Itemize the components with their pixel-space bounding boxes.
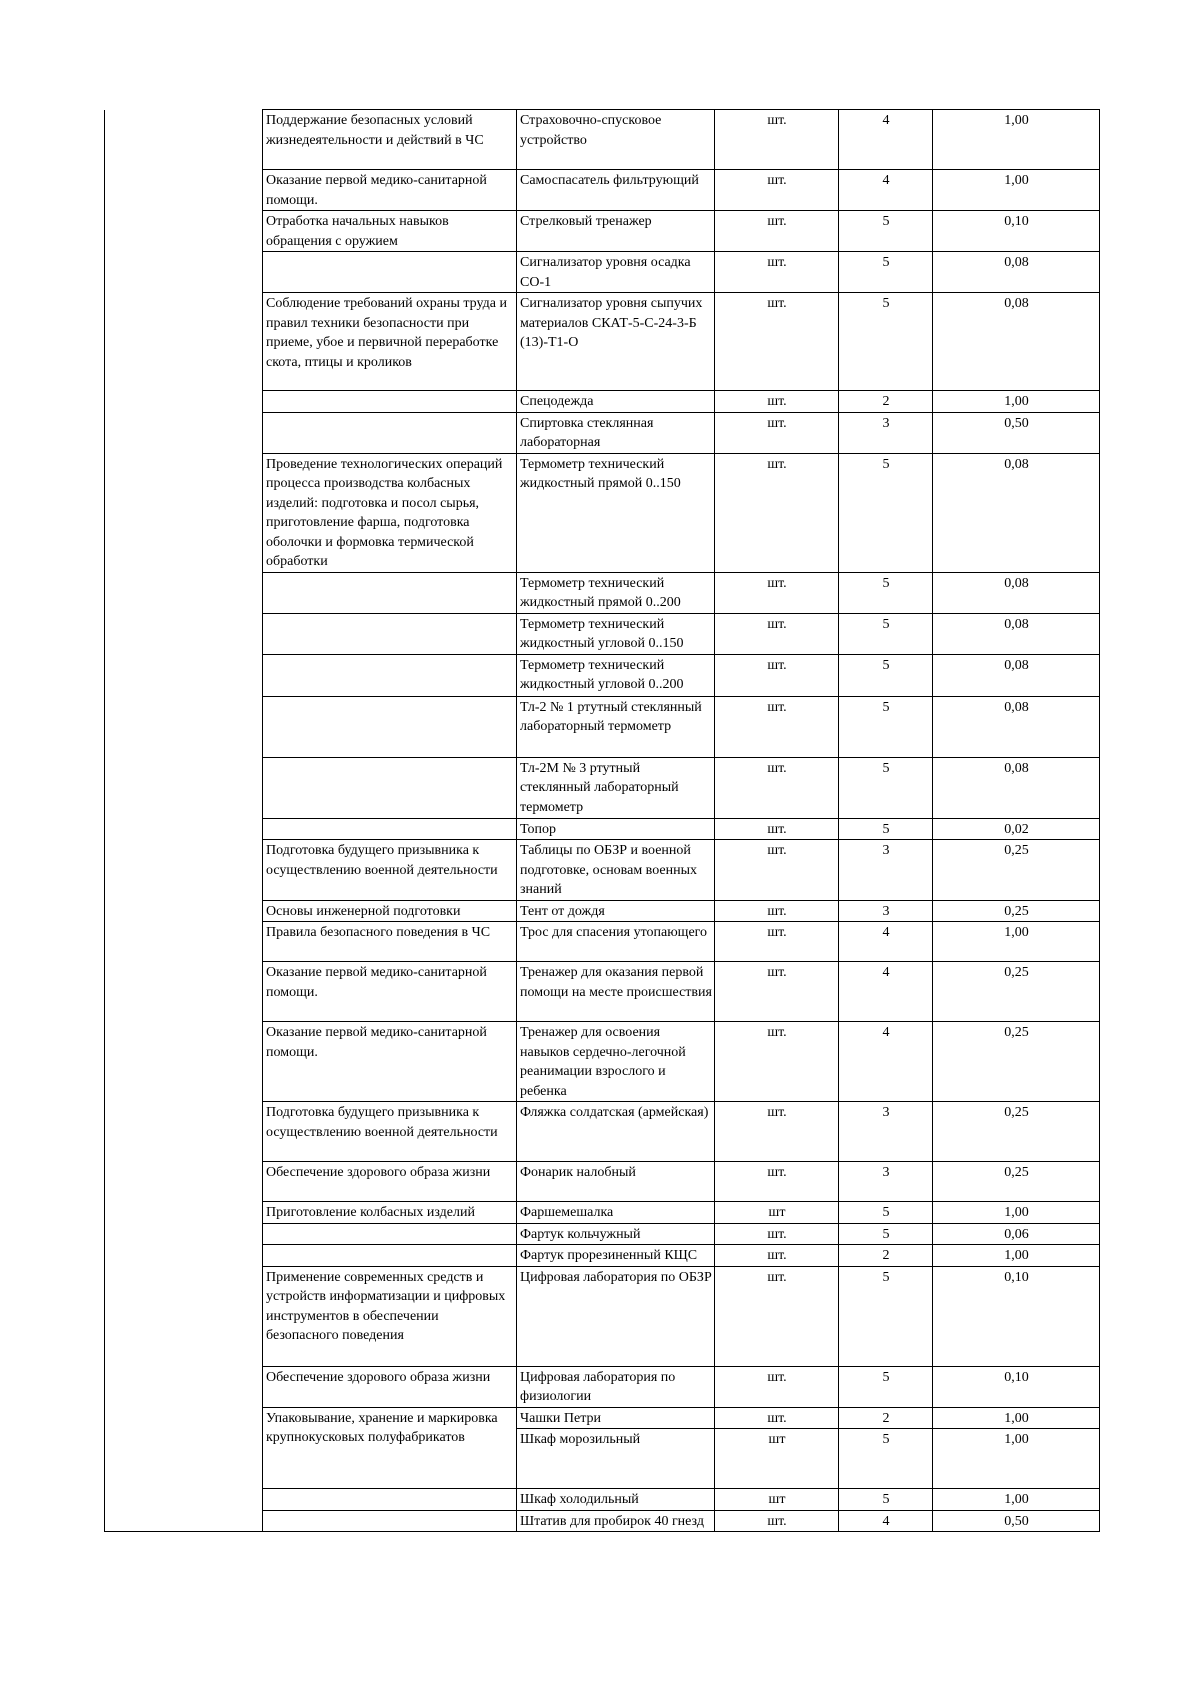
coefficient-cell: 1,00 — [933, 110, 1100, 170]
topic-cell: Подготовка будущего призывника к осуществлению военной деятельности — [263, 1102, 517, 1162]
quantity-cell: 4 — [839, 110, 933, 170]
quantity-cell: 5 — [839, 293, 933, 391]
topic-cell — [263, 654, 517, 696]
topic-cell: Подготовка будущего призывника к осуществлению военной деятельности — [263, 840, 517, 901]
topic-cell — [263, 252, 517, 293]
item-cell: Фаршемешалка — [517, 1202, 715, 1224]
item-cell: Тл-2М № 3 ртутный стеклянный лабораторный термометр — [517, 757, 715, 818]
topic-cell — [263, 572, 517, 613]
topic-cell: Правила безопасного поведения в ЧС — [263, 922, 517, 962]
coefficient-cell: 0,08 — [933, 613, 1100, 654]
unit-cell: шт. — [715, 1162, 839, 1202]
quantity-cell: 5 — [839, 572, 933, 613]
unit-cell: шт. — [715, 696, 839, 757]
topic-cell — [263, 818, 517, 840]
item-cell: Фляжка солдатская (армейская) — [517, 1102, 715, 1162]
quantity-cell: 2 — [839, 1407, 933, 1429]
topic-cell — [263, 1223, 517, 1245]
quantity-cell: 2 — [839, 1245, 933, 1267]
unit-cell: шт. — [715, 818, 839, 840]
coefficient-cell: 0,25 — [933, 840, 1100, 901]
coefficient-cell: 0,50 — [933, 1510, 1100, 1532]
coefficient-cell: 0,08 — [933, 757, 1100, 818]
quantity-cell: 3 — [839, 1162, 933, 1202]
quantity-cell: 3 — [839, 840, 933, 901]
unit-cell: шт. — [715, 211, 839, 252]
topic-cell: Применение современных средств и устройств информатизации и цифровых инструментов в обеспечении безопасного поведения — [263, 1266, 517, 1366]
unit-cell: шт. — [715, 1266, 839, 1366]
topic-cell — [263, 1245, 517, 1267]
quantity-cell: 4 — [839, 922, 933, 962]
quantity-cell: 4 — [839, 1022, 933, 1102]
unit-cell: шт — [715, 1202, 839, 1224]
item-cell: Термометр технический жидкостный прямой 0..200 — [517, 572, 715, 613]
topic-cell: Оказание первой медико-санитарной помощи. — [263, 962, 517, 1022]
item-cell: Фартук прорезиненный КЩС — [517, 1245, 715, 1267]
topic-cell: Оказание первой медико-санитарной помощи. — [263, 1022, 517, 1102]
item-cell: Сигнализатор уровня сыпучих материалов СКАТ-5-С-24-3-Б (13)-Т1-О — [517, 293, 715, 391]
item-cell: Фонарик налобный — [517, 1162, 715, 1202]
quantity-cell: 5 — [839, 252, 933, 293]
item-cell: Стрелковый тренажер — [517, 211, 715, 252]
topic-cell: Проведение технологических операций процесса производства колбасных изделий: подготовка и посол сырья, приготовление фарша, подготовка оболочки и формовка термической обработки — [263, 453, 517, 572]
coefficient-cell: 1,00 — [933, 1489, 1100, 1511]
unit-cell: шт. — [715, 1022, 839, 1102]
unit-cell: шт. — [715, 900, 839, 922]
item-cell: Чашки Петри — [517, 1407, 715, 1429]
quantity-cell: 4 — [839, 170, 933, 211]
coefficient-cell: 1,00 — [933, 170, 1100, 211]
topic-cell: Поддержание безопасных условий жизнедеятельности и действий в ЧС — [263, 110, 517, 170]
quantity-cell: 5 — [839, 696, 933, 757]
unit-cell: шт. — [715, 252, 839, 293]
coefficient-cell: 0,25 — [933, 1022, 1100, 1102]
topic-cell: Обеспечение здорового образа жизни — [263, 1366, 517, 1407]
quantity-cell: 5 — [839, 1429, 933, 1489]
topic-cell — [263, 757, 517, 818]
item-cell: Цифровая лаборатория по физиологии — [517, 1366, 715, 1407]
item-cell: Топор — [517, 818, 715, 840]
item-cell: Тл-2 № 1 ртутный стеклянный лабораторный термометр — [517, 696, 715, 757]
topic-cell: Соблюдение требований охраны труда и правил техники безопасности при приеме, убое и первичной переработке скота, птицы и кроликов — [263, 293, 517, 391]
unit-cell: шт. — [715, 840, 839, 901]
unit-cell: шт. — [715, 453, 839, 572]
quantity-cell: 5 — [839, 1366, 933, 1407]
item-cell: Термометр технический жидкостный угловой 0..150 — [517, 613, 715, 654]
topic-cell: Отработка начальных навыков обращения с оружием — [263, 211, 517, 252]
unit-cell: шт. — [715, 293, 839, 391]
item-cell: Термометр технический жидкостный прямой 0..150 — [517, 453, 715, 572]
coefficient-cell: 0,10 — [933, 211, 1100, 252]
coefficient-cell: 0,02 — [933, 818, 1100, 840]
coefficient-cell: 0,25 — [933, 1102, 1100, 1162]
topic-cell: Упаковывание, хранение и маркировка крупнокусковых полуфабрикатов — [263, 1407, 517, 1489]
quantity-cell: 5 — [839, 613, 933, 654]
equipment-table — [104, 109, 1100, 1532]
document-page — [104, 109, 1100, 1532]
item-cell: Тент от дождя — [517, 900, 715, 922]
topic-cell — [263, 412, 517, 453]
unit-cell: шт. — [715, 412, 839, 453]
item-cell: Трос для спасения утопающего — [517, 922, 715, 962]
topic-cell: Приготовление колбасных изделий — [263, 1202, 517, 1224]
topic-cell — [263, 391, 517, 413]
quantity-cell: 5 — [839, 757, 933, 818]
coefficient-cell: 0,25 — [933, 1162, 1100, 1202]
topic-cell: Оказание первой медико-санитарной помощи. — [263, 170, 517, 211]
item-cell: Тренажер для оказания первой помощи на месте происшествия — [517, 962, 715, 1022]
unit-cell: шт. — [715, 110, 839, 170]
unit-cell: шт. — [715, 1407, 839, 1429]
item-cell: Фартук кольчужный — [517, 1223, 715, 1245]
coefficient-cell: 0,08 — [933, 572, 1100, 613]
quantity-cell: 5 — [839, 211, 933, 252]
coefficient-cell: 0,06 — [933, 1223, 1100, 1245]
unit-cell: шт. — [715, 1366, 839, 1407]
item-cell: Спецодежда — [517, 391, 715, 413]
table-row — [105, 110, 1100, 170]
quantity-cell: 5 — [839, 1223, 933, 1245]
quantity-cell: 5 — [839, 453, 933, 572]
item-cell: Шкаф холодильный — [517, 1489, 715, 1511]
coefficient-cell: 1,00 — [933, 1245, 1100, 1267]
coefficient-cell: 0,08 — [933, 696, 1100, 757]
coefficient-cell: 1,00 — [933, 1407, 1100, 1429]
merged-left-column — [105, 110, 263, 1532]
topic-cell — [263, 1489, 517, 1511]
topic-cell: Основы инженерной подготовки — [263, 900, 517, 922]
item-cell: Шкаф морозильный — [517, 1429, 715, 1489]
quantity-cell: 3 — [839, 900, 933, 922]
topic-cell — [263, 696, 517, 757]
coefficient-cell: 1,00 — [933, 922, 1100, 962]
item-cell: Термометр технический жидкостный угловой 0..200 — [517, 654, 715, 696]
coefficient-cell: 1,00 — [933, 1429, 1100, 1489]
quantity-cell: 5 — [839, 1202, 933, 1224]
coefficient-cell: 0,08 — [933, 453, 1100, 572]
item-cell: Тренажер для освоения навыков сердечно-легочной реанимации взрослого и ребенка — [517, 1022, 715, 1102]
coefficient-cell: 0,08 — [933, 293, 1100, 391]
unit-cell: шт. — [715, 1245, 839, 1267]
quantity-cell: 5 — [839, 1489, 933, 1511]
item-cell: Страховочно-спусковое устройство — [517, 110, 715, 170]
coefficient-cell: 0,10 — [933, 1266, 1100, 1366]
coefficient-cell: 0,08 — [933, 654, 1100, 696]
item-cell: Таблицы по ОБЗР и военной подготовке, основам военных знаний — [517, 840, 715, 901]
unit-cell: шт. — [715, 1102, 839, 1162]
quantity-cell: 2 — [839, 391, 933, 413]
unit-cell: шт. — [715, 1510, 839, 1532]
unit-cell: шт — [715, 1429, 839, 1489]
unit-cell: шт. — [715, 170, 839, 211]
item-cell: Штатив для пробирок 40 гнезд — [517, 1510, 715, 1532]
unit-cell: шт — [715, 1489, 839, 1511]
coefficient-cell: 0,10 — [933, 1366, 1100, 1407]
unit-cell: шт. — [715, 962, 839, 1022]
item-cell: Сигнализатор уровня осадка СО-1 — [517, 252, 715, 293]
topic-cell — [263, 613, 517, 654]
quantity-cell: 4 — [839, 1510, 933, 1532]
quantity-cell: 5 — [839, 818, 933, 840]
coefficient-cell: 0,08 — [933, 252, 1100, 293]
quantity-cell: 5 — [839, 654, 933, 696]
coefficient-cell: 0,25 — [933, 900, 1100, 922]
item-cell: Спиртовка стеклянная лабораторная — [517, 412, 715, 453]
unit-cell: шт. — [715, 1223, 839, 1245]
coefficient-cell: 1,00 — [933, 1202, 1100, 1224]
quantity-cell: 4 — [839, 962, 933, 1022]
topic-cell — [263, 1510, 517, 1532]
unit-cell: шт. — [715, 757, 839, 818]
coefficient-cell: 1,00 — [933, 391, 1100, 413]
coefficient-cell: 0,25 — [933, 962, 1100, 1022]
unit-cell: шт. — [715, 572, 839, 613]
quantity-cell: 3 — [839, 412, 933, 453]
quantity-cell: 3 — [839, 1102, 933, 1162]
unit-cell: шт. — [715, 391, 839, 413]
unit-cell: шт. — [715, 654, 839, 696]
item-cell: Цифровая лаборатория по ОБЗР — [517, 1266, 715, 1366]
topic-cell: Обеспечение здорового образа жизни — [263, 1162, 517, 1202]
unit-cell: шт. — [715, 922, 839, 962]
coefficient-cell: 0,50 — [933, 412, 1100, 453]
item-cell: Самоспасатель фильтрующий — [517, 170, 715, 211]
quantity-cell: 5 — [839, 1266, 933, 1366]
unit-cell: шт. — [715, 613, 839, 654]
